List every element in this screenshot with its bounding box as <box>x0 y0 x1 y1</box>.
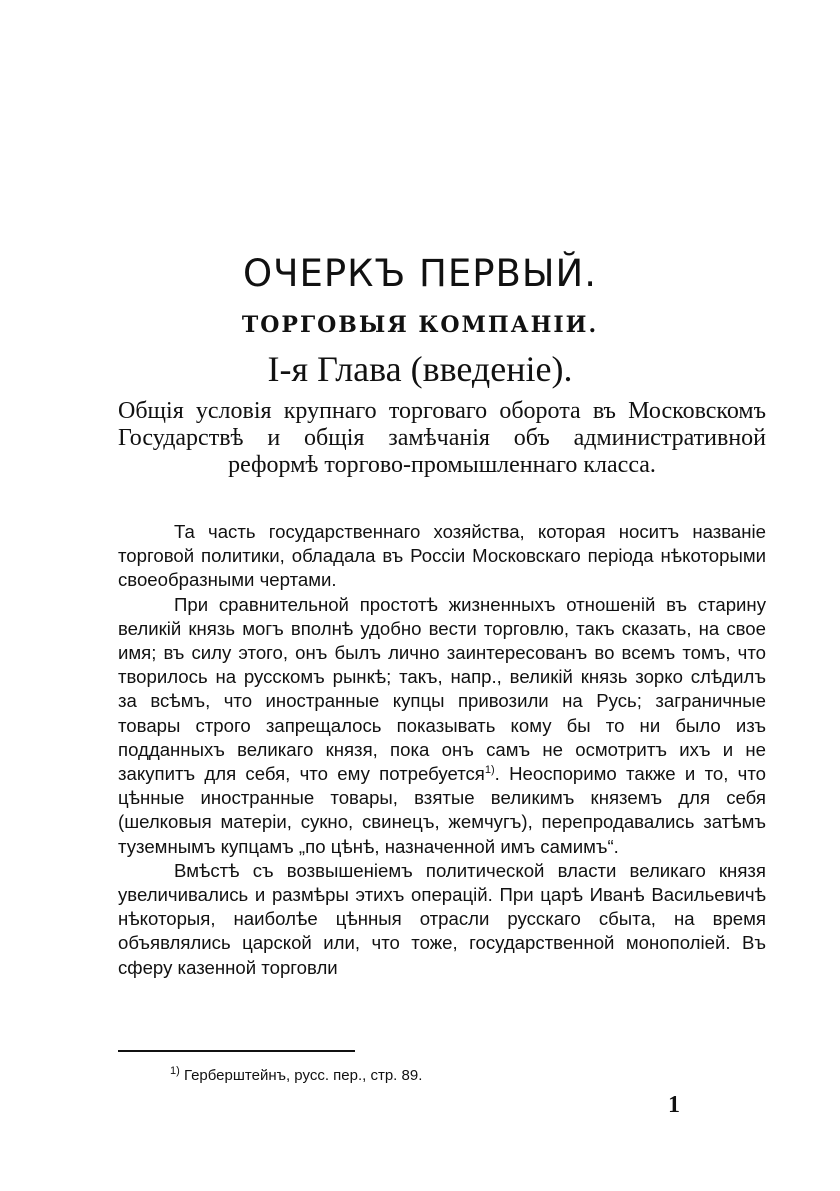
chapter-title: І-я Глава (введеніе). <box>267 349 573 389</box>
paragraph: Та часть государственнаго хозяйства, которая носитъ названіе торговой политики, обладала въ Россіи Московскаго періода нѣкоторыми своеобразными чертами. <box>118 521 766 591</box>
footnote <box>170 1067 730 1084</box>
footnote-marker: 1) <box>170 1065 180 1077</box>
essay-title: ОЧЕРКЪ ПЕРВЫЙ. <box>243 252 597 295</box>
chapter-subtitle: Общія условія крупнаго торговаго оборота въ Московскомъ Государствѣ и общія замѣчанія объ административной реформѣ торгово-промышленнаго класса. <box>118 398 766 478</box>
paragraph-text: При сравнительной простотѣ жизненныхъ отношеній въ старину великій князь могъ вполнѣ удобно вести торговлю, такъ сказать, на свое имя; въ силу этого, онъ былъ лично заинтересованъ во всемъ томъ, что творилось на русскомъ рынкѣ; такъ, напр., великій князь зорко слѣдилъ за всѣмъ, что иностранные купцы привозили на Русь; заграничные товары строго запрещалось показывать кому бы то ни было изъ подданныхъ великаго князя, пока онъ самъ не осмотритъ ихъ и не закупитъ для себя, что ему потребуется <box>118 593 766 785</box>
paragraph: Вмѣстѣ съ возвышеніемъ политической власти великаго князя увеличивались и размѣры этихъ операцій. При царѣ Иванѣ Васильевичѣ нѣкоторыя, наиболѣе цѣнныя отрасли русскаго сбыта, на время объявлялись царской или, что тоже, государственной монополіей. Въ сферу казенной торговли <box>118 859 766 978</box>
footnote-reference[interactable]: 1) <box>484 763 495 776</box>
section-title: ТОРГОВЫЯ КОМПАНІИ. <box>241 312 599 338</box>
footnote-divider <box>118 1050 355 1052</box>
footnote-text: Герберштейнъ, русс. пер., стр. 89. <box>179 1067 423 1084</box>
body-text <box>118 520 766 980</box>
paragraph-text: . Неоспоримо также и то, что цѣнные иностранные товары, взятые великимъ княземъ для себя (шелковыя матеріи, сукно, свинецъ, жемчугъ), перепродавались затѣмъ туземнымъ купцамъ „по цѣнѣ, назначенной имъ самимъ“. <box>118 763 767 857</box>
paragraph <box>118 593 766 859</box>
page-number: 1 <box>668 1092 680 1118</box>
